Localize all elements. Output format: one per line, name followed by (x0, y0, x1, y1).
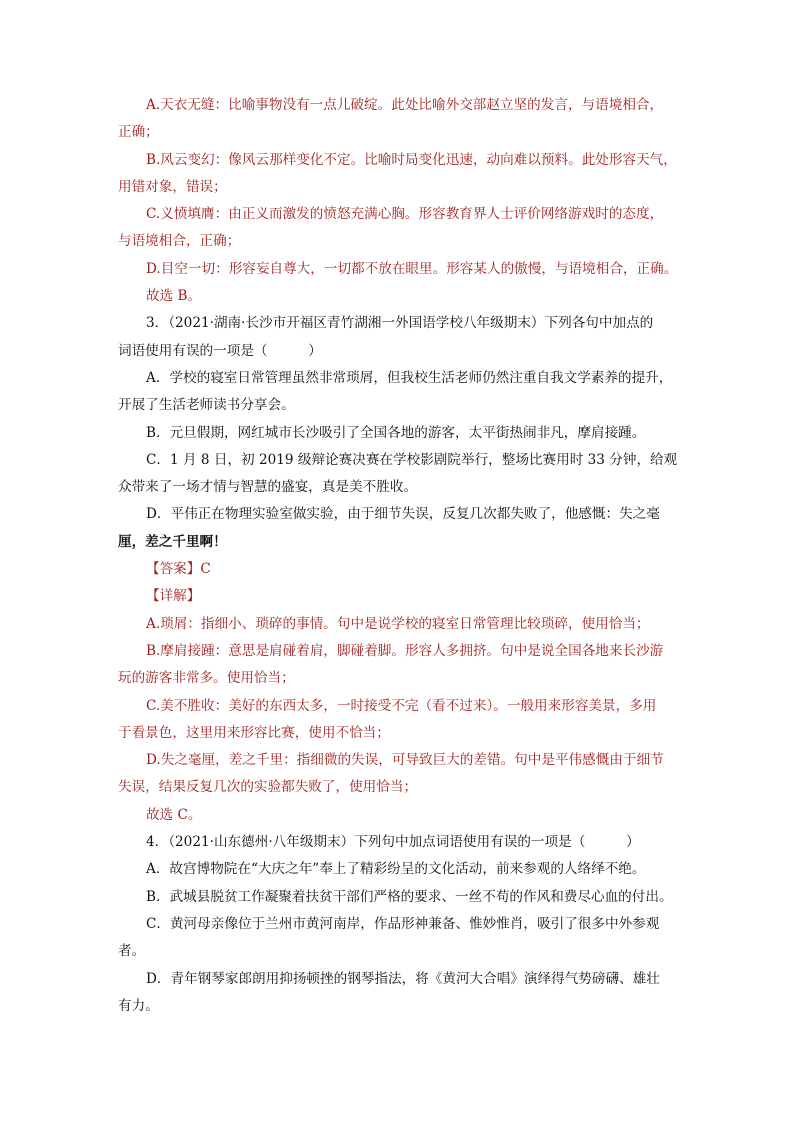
explain-choice: 故选 C。 (146, 806, 202, 823)
s1-option-c-line-2: 与语境相合，正确； (118, 233, 241, 250)
q3-option-d-line-1: D．平伟正在物理实验室做实验，由于细节失误，反复几次都失败了，他感慨：失之毫 (146, 506, 660, 523)
answer-label: 【答案】 (146, 561, 201, 578)
explain-option-b-line-1: B.摩肩接踵：意思是肩碰着肩，脚碰着脚。形容人多拥挤。句中是说全国各地来长沙游 (146, 642, 664, 659)
s1-option-b-line-1: B.风云变幻：像风云那样变化不定。比喻时局变化迅速，动向难以预料。此处形容天气， (146, 151, 677, 168)
explain-option-d-line-2: 失误，结果反复几次的实验都失败了，使用恰当； (118, 779, 418, 796)
explain-option-c-line-1: C.美不胜收：美好的东西太多，一时接受不完（看不过来）。一般用来形容美景，多用 (146, 697, 657, 714)
q3-option-a-line-1: A．学校的寝室日常管理虽然非常琐屑，但我校生活老师仍然注重自我文学素养的提升， (146, 369, 673, 386)
q3-option-d-line-2: 厘，差之千里啊！ (118, 533, 227, 550)
s1-option-a-line-2: 正确； (118, 124, 159, 141)
s1-option-c-line-1: C.义愤填膺：由正义而激发的愤怒充满心胸。形容教育界人士评价网络游戏时的态度， (146, 206, 664, 223)
q3-option-c-line-2: 众带来了一场才情与智慧的盛宴，真是美不胜收。 (118, 479, 418, 496)
q4-option-b-line-1: B．武城县脱贫工作凝聚着扶贫干部们严格的要求、一丝不苟的作风和费尽心血的付出。 (146, 888, 673, 905)
q4-option-d-line-2: 有力。 (118, 997, 159, 1014)
q3-option-a-line-2: 开展了生活老师读书分享会。 (118, 397, 295, 414)
explain-option-c-line-2: 于看景色，这里用来形容比赛，使用不恰当； (118, 724, 390, 741)
explain-option-b-line-2: 玩的游客非常多。使用恰当； (118, 670, 295, 687)
q4-option-d-line-1: D．青年钢琴家郎朗用抑扬顿挫的钢琴指法，将《黄河大合唱》演绎得气势磅礴、雄壮 (146, 970, 660, 987)
answer-value: C (200, 561, 211, 578)
s1-choice: 故选 B。 (146, 288, 202, 305)
answer-line (118, 556, 688, 583)
q3-option-b-line-1: B．元旦假期，网红城市长沙吸引了全国各地的游客，太平街热闹非凡，摩肩接踵。 (146, 424, 646, 441)
s1-option-b-line-2: 用错对象，错误； (118, 178, 227, 195)
explain-option-a-line-1: A.琐屑：指细小、琐碎的事情。句中是说学校的寝室日常管理比较琐碎，使用恰当； (146, 615, 650, 632)
q4-option-a-line-1: A．故宫博物院在“大庆之年”奉上了精彩纷呈的文化活动，前来参观的人络绎不绝。 (146, 861, 646, 878)
explain-label: 【详解】 (146, 588, 201, 605)
s1-option-d-line-1: D.目空一切：形容妄自尊大，一切都不放在眼里。形容某人的傲慢，与语境相合，正确。 (146, 260, 678, 277)
q3-stem-line-1: 3．（2021·湖南·长沙市开福区青竹湖湘一外国语学校八年级期末）下列各句中加点的 (146, 315, 654, 332)
q3-stem-line-2: 词语使用有误的一项是（ ） (118, 342, 322, 359)
q4-stem-line-1: 4．（2021·山东德州·八年级期末）下列句中加点词语使用有误的一项是（ ） (146, 834, 640, 851)
q4-option-c-line-1: C．黄河母亲像位于兰州市黄河南岸，作品形神兼备、惟妙惟肖，吸引了很多中外参观 (146, 915, 660, 932)
q3-option-c-line-1: C．1 月 8 日，初 2019 级辩论赛决赛在学校影剧院举行，整场比赛用时 33 分钟，给观 (146, 451, 678, 468)
explain-option-d-line-1: D.失之毫厘，差之千里：指细微的失误，可导致巨大的差错。句中是平伟感慨由于细节 (146, 752, 664, 769)
q4-option-c-line-2: 者。 (118, 943, 146, 960)
document-page (118, 92, 688, 1020)
s1-option-a-line-1: A.天衣无缝：比喻事物没有一点儿破绽。此处比喻外交部赵立坚的发言，与语境相合， (146, 97, 664, 113)
